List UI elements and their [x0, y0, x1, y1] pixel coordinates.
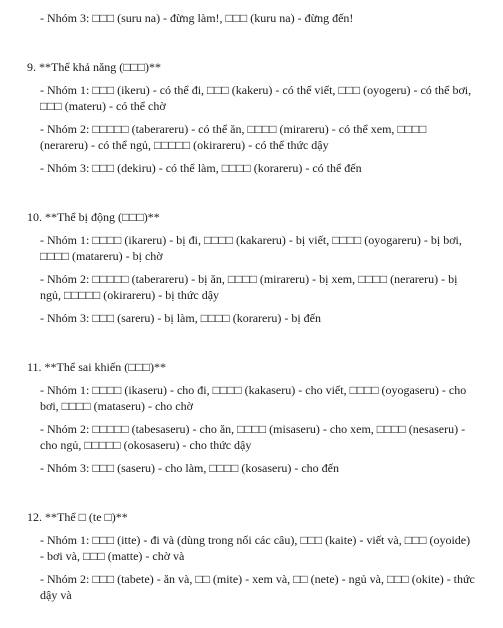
section-te-form — [27, 509, 477, 603]
section-passive-form — [27, 209, 477, 326]
section-potential-form — [27, 59, 477, 176]
section-heading: 9. **Thể khả năng (□□□)** — [27, 60, 162, 74]
section-heading: 11. **Thể sai khiến (□□□)** — [27, 360, 166, 374]
list-item: - Nhóm 1: □□□□ (ikareru) - bị đi, □□□□ (kakareru) - bị viết, □□□□ (oyogareru) - bị bơi, □□□□ (matareru) - bị chờ — [40, 233, 462, 263]
list-item: - Nhóm 3: □□□ (sareru) - bị làm, □□□□ (korareru) - bị đến — [40, 311, 321, 325]
section-causative-form — [27, 359, 477, 476]
section-heading: 10. **Thể bị động (□□□)** — [27, 210, 160, 224]
list-item: - Nhóm 3: □□□ (saseru) - cho làm, □□□□ (kosaseru) - cho đến — [40, 461, 339, 475]
list-item: - Nhóm 2: □□□ (tabete) - ăn và, □□ (mite) - xem và, □□ (nete) - ngủ và, □□□ (okite) - thức dậy và — [40, 572, 475, 602]
section-heading: 12. **Thể □ (te □)** — [27, 510, 128, 524]
list-item: - Nhóm 1: □□□ (itte) - đi và (dùng trong nối các câu), □□□ (kaite) - viết và, □□□ (oyoide) - bơi và, □□□ (matte) - chờ và — [40, 533, 471, 563]
list-item: - Nhóm 3: □□□ (dekiru) - có thể làm, □□□□ (korareru) - có thể đến — [40, 161, 362, 175]
list-item: - Nhóm 1: □□□ (ikeru) - có thể đi, □□□ (kakeru) - có thể viết, □□□ (oyogeru) - có thể bơi, □□□ (materu) - có thể chờ — [40, 83, 472, 113]
list-item: - Nhóm 2: □□□□□ (taberareru) - có thể ăn, □□□□ (mirareru) - có thể xem, □□□□ (nerareru) - có thể ngủ, □□□□□ (okirareru) - có thể thức dậy — [40, 122, 427, 152]
section-8-tail — [27, 10, 477, 26]
list-item: - Nhóm 2: □□□□□ (tabesaseru) - cho ăn, □□□□ (misaseru) - cho xem, □□□□ (nesaseru) - cho ngủ, □□□□□ (okosaseru) - cho thức dậy — [40, 422, 466, 452]
document-body — [27, 10, 477, 610]
list-item: - Nhóm 3: □□□ (suru na) - đừng làm!, □□□ (kuru na) - đừng đến! — [40, 11, 354, 25]
list-item: - Nhóm 1: □□□□ (ikaseru) - cho đi, □□□□ (kakaseru) - cho viết, □□□□ (oyogaseru) - cho bơi, □□□□ (mataseru) - cho chờ — [40, 383, 467, 413]
list-item: - Nhóm 2: □□□□□ (taberareru) - bị ăn, □□□□ (mirareru) - bị xem, □□□□ (nerareru) - bị ngủ, □□□□□ (okirareru) - bị thức dậy — [40, 272, 458, 302]
